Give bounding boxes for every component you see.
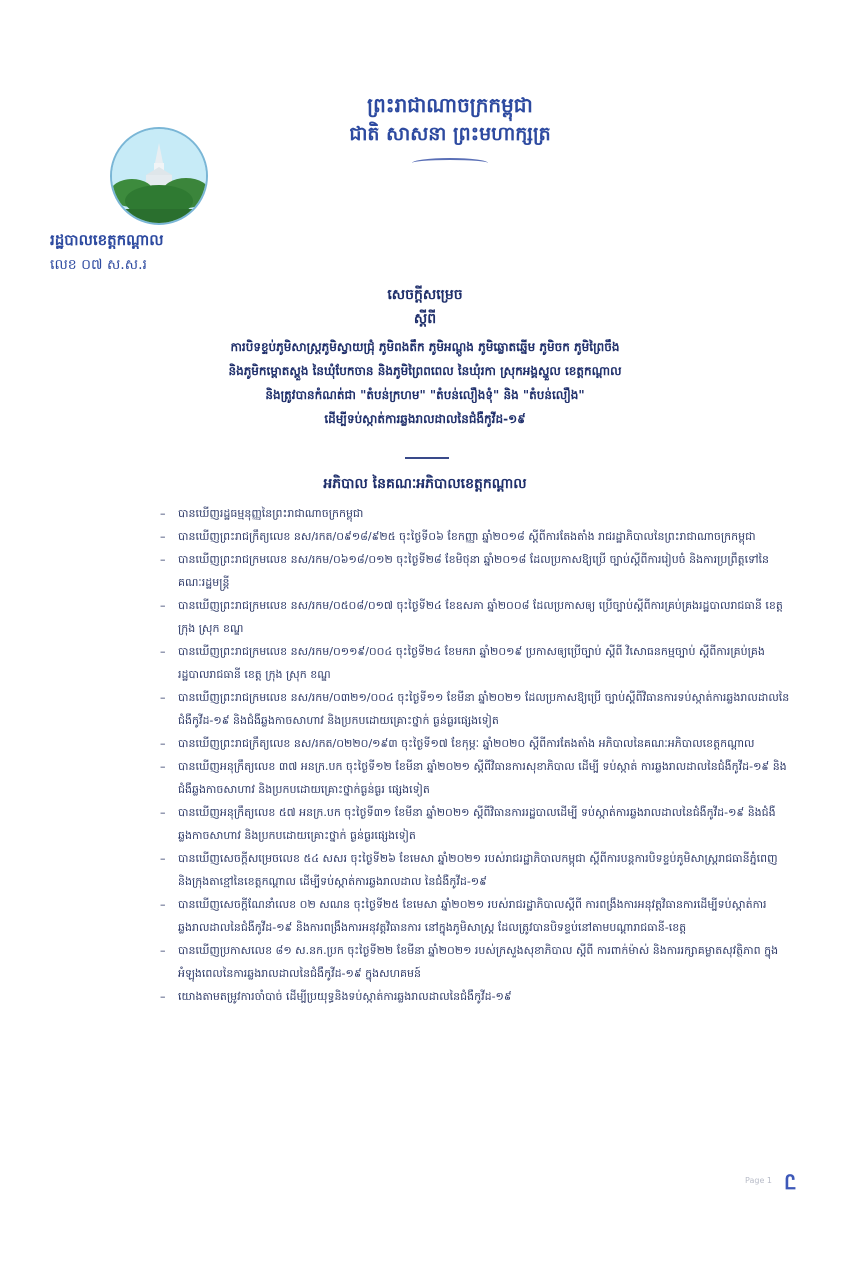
header-ornament — [412, 158, 488, 168]
list-item — [160, 640, 790, 686]
clause-text: – បានឃើញប្រកាសលេខ ៨១ ស.នក.ប្រក ចុះថ្ងៃទី២២ ខែមីនា ឆ្នាំ២០២១ របស់ក្រសួងសុខាភិបាល ស្ដីពី ការពាក់ម៉ាស់ និងការរក្សាគម្លាតសុវត្ថិភាព ក្នុងអំឡុងពេលនៃការឆ្លងរាលដាលនៃជំងឺកូវីដ-១៩ ក្នុងសហគមន៍ — [178, 944, 779, 980]
clause-text: – យោងតាមតម្រូវការចាំបាច់ ដើម្បីប្រយុទ្ធនិងទប់ស្កាត់ការឆ្លងរាលដាលនៃជំងឺកូវីដ-១៩ — [178, 990, 512, 1003]
list-item — [160, 548, 790, 594]
subject-line: និងភូមិកម្ពោតស្ពួង នៃឃុំបែកចាន និងភូមិព្រៃពពេល នៃឃុំរកា ស្រុកអង្គស្នួល ខេត្តកណ្ដាល — [228, 364, 622, 378]
list-item — [160, 847, 790, 893]
clause-text: – បានឃើញសេចក្ដីណែនាំលេខ ០២ សណន ចុះថ្ងៃទី២៥ ខែមេសា ឆ្នាំ២០២១ របស់រាជរដ្ឋាភិបាលស្ដីពី ការពង្រឹងការអនុវត្តវិធានការដើម្បីទប់ស្កាត់ការឆ្លងរាលដាលនៃជំងឺកូវីដ-១៩ និងការពង្រឹងការអនុវត្តវិធានការ នៅក្នុងភូមិសាស្ដ្រ ដែលត្រូវបានបិទខ្ទប់នៅតាមបណ្ដារាជធានី-ខេត្ត — [178, 898, 767, 934]
list-item — [160, 502, 790, 525]
national-motto: ជាតិ សាសនា ព្រះមហាក្សត្រ — [349, 123, 551, 145]
issuing-authority: អភិបាល នៃគណៈអភិបាលខេត្តកណ្ដាល — [323, 476, 527, 492]
list-item — [160, 594, 790, 640]
issuing-organization — [50, 228, 270, 278]
decision-about: ស្ដីពី — [413, 311, 437, 327]
title-divider — [405, 457, 449, 459]
clause-text: – បានឃើញសេចក្ដីសម្រេចលេខ ៥៤ សសរ ចុះថ្ងៃទី២៦ ខែមេសា ឆ្នាំ២០២១ របស់រាជរដ្ឋាភិបាលកម្ពុជា ស្ដីពីការបន្តការបិទខ្ទប់ភូមិសាស្ដ្ររាជធានីភ្នំពេញ និងក្រុងតាខ្មៅនៃខេត្តកណ្ដាល ដើម្បីទប់ស្កាត់ការឆ្លងរាលដាល នៃជំងឺកូវីដ-១៩ — [178, 852, 778, 888]
list-item — [160, 893, 790, 939]
clause-text: – បានឃើញព្រះរាជក្រមលេខ នស/រកម/០១១៩/០០៤ ចុះថ្ងៃទី២៤ ខែមករា ឆ្នាំ២០១៩ ប្រកាសឲ្យប្រើច្បាប់ ស្ដីពី វិសោធនកម្មច្បាប់ ស្ដីពីការគ្រប់គ្រងរដ្ឋបាលរាជធានី ខេត្ត ក្រុង ស្រុក ខណ្ឌ — [178, 645, 765, 681]
handwritten-initial: Ꮭ — [785, 1170, 797, 1194]
clause-text: – បានឃើញព្រះរាជក្រមលេខ នស/រកម/០៥០៨/០១៧ ចុះថ្ងៃទី២៤ ខែឧសភា ឆ្នាំ២០០៨ ដែលប្រកាសឲ្យ ប្រើច្បាប់ស្ដីពីការគ្រប់គ្រងរដ្ឋបាលរាជធានី ខេត្ត ក្រុង ស្រុក ខណ្ឌ — [178, 599, 783, 635]
clause-text: – បានឃើញព្រះរាជក្រឹត្យលេខ នស/រកត/០៩១៨/៩២៥ ចុះថ្ងៃទី០៦ ខែកញ្ញា ឆ្នាំ២០១៨ ស្ដីពីការតែងតាំង រាជរដ្ឋាភិបាលនៃព្រះរាជាណាចក្រកម្ពុជា — [178, 530, 756, 543]
list-item — [160, 939, 790, 985]
subject-line: ការបិទខ្ទប់ភូមិសាស្ដ្រភូមិស្វាយជ្រុំ ភូមិពងតឹក ភូមិអណ្ដូង ភូមិឆ្លោតឆ្នើម ភូមិចក ភូមិព្រៃចឹង — [230, 340, 620, 354]
page-label: Page 1 — [745, 1176, 772, 1185]
list-item — [160, 985, 790, 1008]
clause-text: – បានឃើញអនុក្រឹត្យលេខ ៥៧ អនក្រ.បក ចុះថ្ងៃទី៣១ ខែមីនា ឆ្នាំ២០២១ ស្ដីពីវិធានការរដ្ឋបាលដើម្បី ទប់ស្កាត់ការឆ្លងរាលដាលនៃជំងឺកូវីដ-១៩ និងជំងឺឆ្លងកាចសាហាវ និងប្រកបដោយគ្រោះថ្នាក់ ធ្ងន់ធ្ងរផ្សេងទៀត — [178, 806, 776, 842]
list-item — [160, 686, 790, 732]
kingdom-header — [300, 90, 600, 168]
decision-heading: សេចក្ដីសម្រេច — [387, 287, 463, 303]
clause-text: – បានឃើញព្រះរាជក្រឹត្យលេខ នស/រកត/០២២០/១៩៣ ចុះថ្ងៃទី១៧ ខែកុម្ភៈ ឆ្នាំ២០២០ ស្ដីពីការតែងតាំង អភិបាលនៃគណៈអភិបាលខេត្តកណ្ដាល — [178, 737, 755, 750]
subject-line: និងត្រូវបានកំណត់ជា "តំបន់ក្រហម" "តំបន់លឿងទុំ" និង "តំបន់លឿង" — [265, 388, 585, 402]
decision-title-block — [110, 283, 740, 431]
list-item — [160, 525, 790, 548]
organization-name: រដ្ឋបាលខេត្តកណ្ដាល — [50, 231, 164, 249]
list-item — [160, 755, 790, 801]
list-item — [160, 801, 790, 847]
page-footer — [745, 1170, 805, 1192]
clause-text: – បានឃើញព្រះរាជក្រមលេខ នស/រកម/០៦១៨/០១២ ចុះថ្ងៃទី២៨ ខែមិថុនា ឆ្នាំ២០១៨ ដែលប្រកាសឱ្យប្រើ ច្បាប់ស្ដីពីការរៀបចំ និងការប្រព្រឹត្តទៅនៃគណៈរដ្ឋមន្ត្រី — [178, 553, 770, 589]
clause-text: – បានឃើញអនុក្រឹត្យលេខ ៣៧ អនក្រ.បក ចុះថ្ងៃទី១២ ខែមីនា ឆ្នាំ២០២១ ស្ដីពីវិធានការសុខាភិបាល ដើម្បី ទប់ស្កាត់ ការឆ្លងរាលដាលនៃជំងឺកូវីដ-១៩ និងជំងឺឆ្លងកាចសាហាវ និងប្រកបដោយគ្រោះថ្នាក់ធ្ងន់ធ្ងរ ផ្សេងទៀត — [178, 760, 787, 796]
subject-line: ដើម្បីទប់ស្កាត់ការឆ្លងរាលដាលនៃជំងឺកូវីដ-១៩ — [324, 412, 526, 426]
provincial-seal-icon — [110, 127, 208, 225]
legal-basis-list — [160, 502, 790, 1008]
clause-text: – បានឃើញរដ្ឋធម្មនុញ្ញនៃព្រះរាជាណាចក្រកម្ពុជា — [178, 507, 364, 520]
clause-text: – បានឃើញព្រះរាជក្រមលេខ នស/រកម/០៣២១/០០៤ ចុះថ្ងៃទី១១ ខែមីនា ឆ្នាំ២០២១ ដែលប្រកាសឱ្យប្រើ ច្បាប់ស្ដីពីវិធានការទប់ស្កាត់ការឆ្លងរាលដាលនៃជំងឺកូវីដ-១៩ និងជំងឺឆ្លងកាចសាហាវ និងប្រកបដោយគ្រោះថ្នាក់ ធ្ងន់ធ្ងរផ្សេងទៀត — [178, 691, 790, 727]
document-number: លេខ ០៧ ស.ស.រ — [50, 257, 147, 273]
list-item — [160, 732, 790, 755]
kingdom-name: ព្រះរាជាណាចក្រកម្ពុជា — [367, 93, 533, 117]
